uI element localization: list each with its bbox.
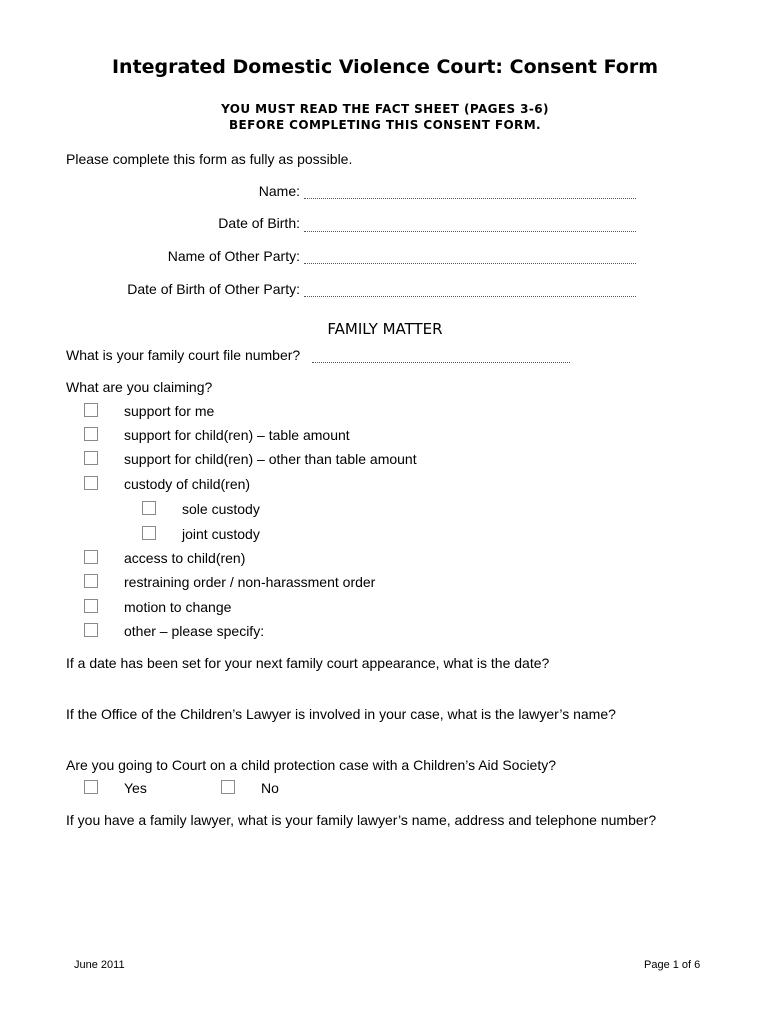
other-party-label: Name of Other Party: xyxy=(167,248,300,264)
child-protection-question: Are you going to Court on a child protection case with a Children’s Aid Society? xyxy=(66,757,557,773)
restraining-checkbox[interactable] xyxy=(84,574,98,588)
childrens-lawyer-question: If the Office of the Children’s Lawyer is involved in your case, what is the lawyer’s name? xyxy=(66,706,616,722)
support-children-other-checkbox[interactable] xyxy=(84,451,98,465)
footer-page-number: Page 1 of 6 xyxy=(644,959,701,971)
support-me-checkbox[interactable] xyxy=(84,403,98,417)
next-date-question: If a date has been set for your next family court appearance, what is the date? xyxy=(66,655,550,671)
section-family-matter: FAMILY MATTER xyxy=(327,320,443,338)
custody-checkbox[interactable] xyxy=(84,476,98,490)
other-dob-field[interactable] xyxy=(304,296,636,297)
no-label: No xyxy=(261,780,279,796)
other-checkbox[interactable] xyxy=(84,623,98,637)
support-children-table-label: support for child(ren) – table amount xyxy=(124,427,350,443)
file-number-field[interactable] xyxy=(312,362,570,363)
dob-field[interactable] xyxy=(304,231,636,232)
footer-date: June 2011 xyxy=(74,959,125,971)
yes-label: Yes xyxy=(124,780,147,796)
other-dob-label: Date of Birth of Other Party: xyxy=(127,281,300,297)
custody-label: custody of child(ren) xyxy=(124,476,251,492)
sole-custody-checkbox[interactable] xyxy=(142,501,156,515)
other-party-field[interactable] xyxy=(304,263,636,264)
dob-label: Date of Birth: xyxy=(218,215,300,231)
no-checkbox[interactable] xyxy=(221,780,235,794)
motion-label: motion to change xyxy=(124,599,232,615)
joint-custody-checkbox[interactable] xyxy=(142,526,156,540)
motion-checkbox[interactable] xyxy=(84,599,98,613)
name-label: Name: xyxy=(258,183,300,199)
access-checkbox[interactable] xyxy=(84,550,98,564)
joint-custody-label: joint custody xyxy=(182,526,260,542)
notice-line-2: BEFORE COMPLETING THIS CONSENT FORM. xyxy=(228,118,541,132)
support-me-label: support for me xyxy=(124,403,215,419)
access-label: access to child(ren) xyxy=(124,550,246,566)
yes-checkbox[interactable] xyxy=(84,780,98,794)
restraining-label: restraining order / non-harassment order xyxy=(124,574,376,590)
support-children-other-label: support for child(ren) – other than table amount xyxy=(124,451,417,467)
sole-custody-label: sole custody xyxy=(182,501,260,517)
support-children-table-checkbox[interactable] xyxy=(84,427,98,441)
name-field[interactable] xyxy=(304,198,636,199)
claiming-question: What are you claiming? xyxy=(66,379,213,395)
form-title: Integrated Domestic Violence Court: Consent Form xyxy=(111,56,659,78)
family-lawyer-question: If you have a family lawyer, what is your family lawyer’s name, address and telephone number? xyxy=(66,812,657,828)
intro-text: Please complete this form as fully as possible. xyxy=(66,151,353,167)
notice-line-1: YOU MUST READ THE FACT SHEET (PAGES 3-6) xyxy=(221,102,549,116)
other-label: other – please specify: xyxy=(124,623,265,639)
file-number-question: What is your family court file number? xyxy=(66,347,301,363)
